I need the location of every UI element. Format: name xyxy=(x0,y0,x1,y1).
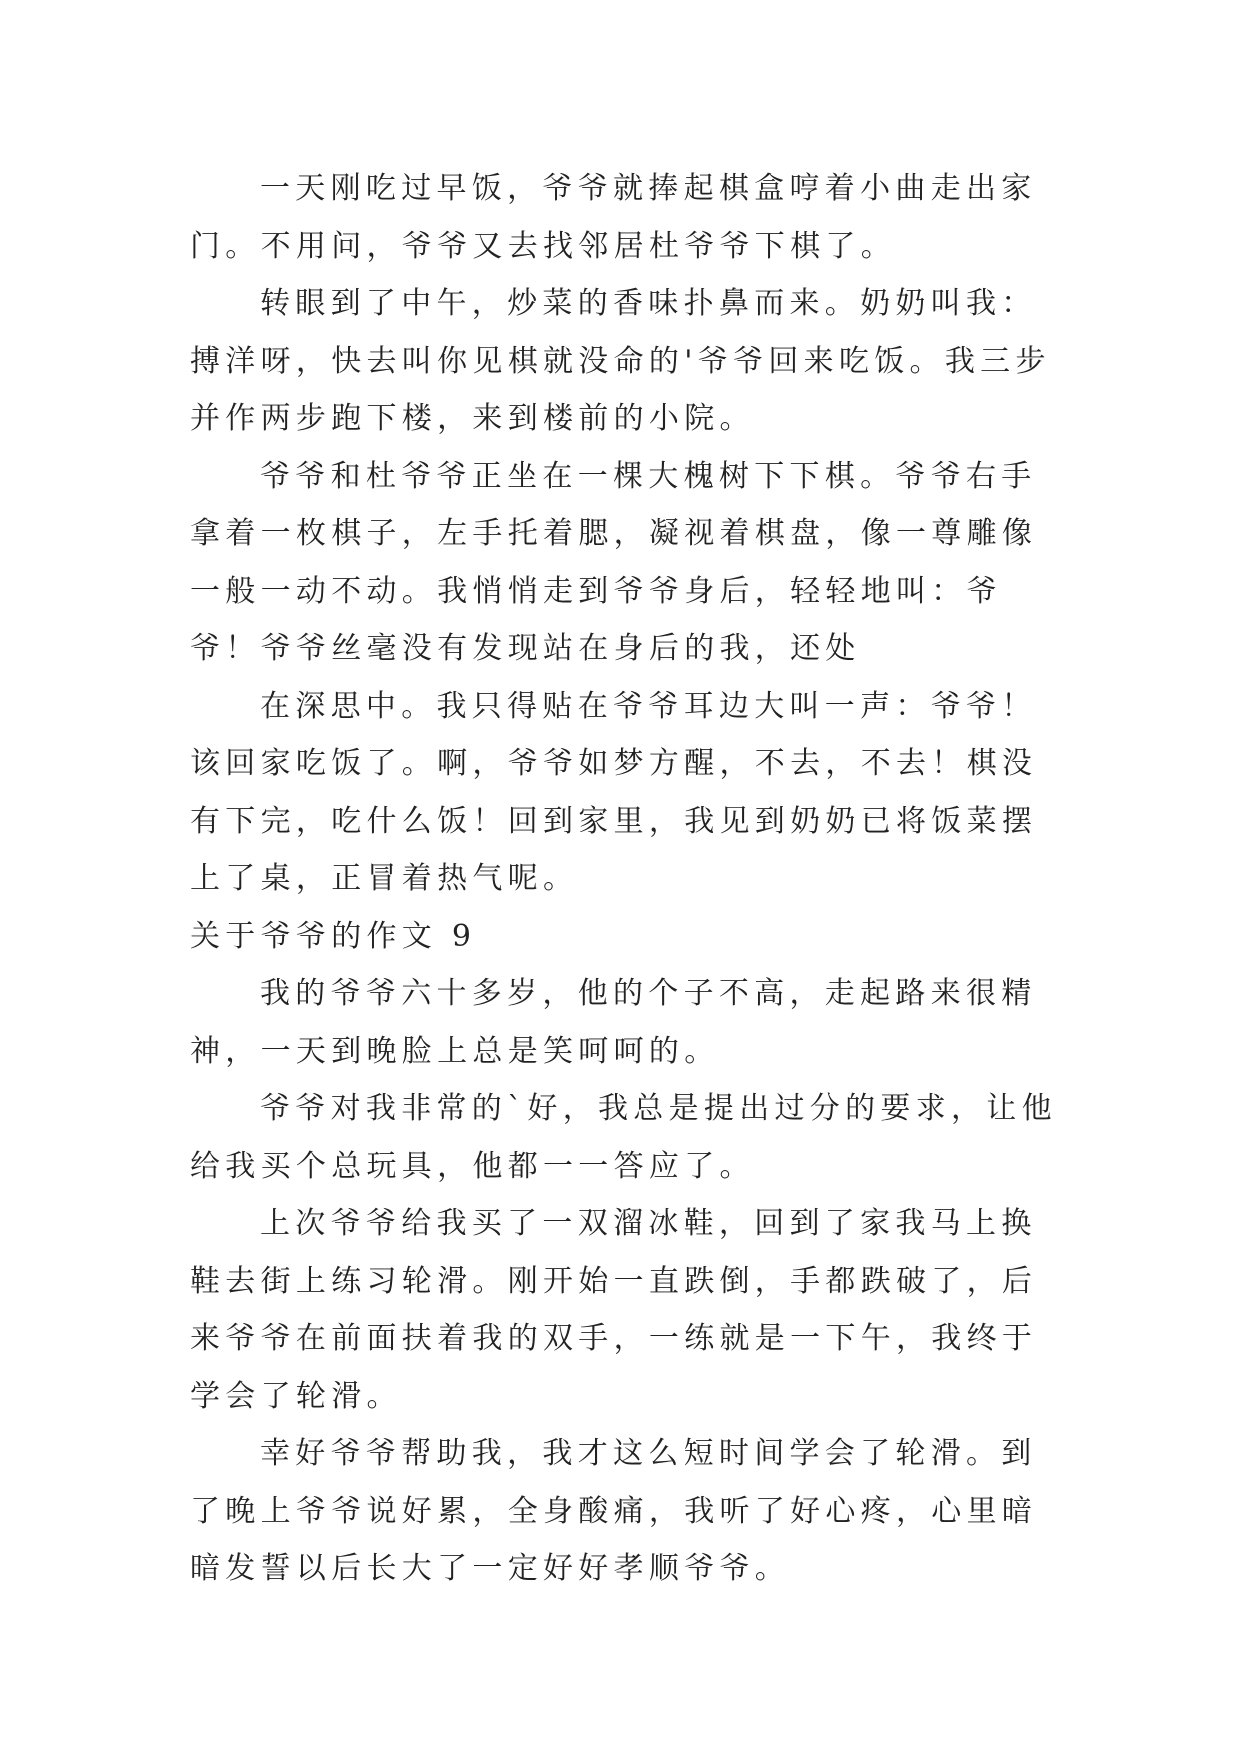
paragraph: 上次爷爷给我买了一双溜冰鞋，回到了家我马上换鞋去街上练习轮滑。刚开始一直跌倒，手都跌破了，后来爷爷在前面扶着我的双手，一练就是一下午，我终于学会了轮滑。 xyxy=(190,1206,1038,1414)
paragraph: 爷爷对我非常的`好，我总是提出过分的要求，让他给我买个总玩具，他都一一答应了。 xyxy=(190,1091,1057,1184)
paragraph: 转眼到了中午，炒菜的香味扑鼻而来。奶奶叫我：搏洋呀，快去叫你见棋就没命的'爷爷回来吃饭。我三步并作两步跑下楼，来到楼前的小院。 xyxy=(190,286,1051,436)
document-body xyxy=(190,160,1060,1598)
section-title: 关于爷爷的作文 9 xyxy=(190,918,477,954)
paragraph: 幸好爷爷帮助我，我才这么短时间学会了轮滑。到了晚上爷爷说好累，全身酸痛，我听了好心疼，心里暗暗发誓以后长大了一定好好孝顺爷爷。 xyxy=(190,1436,1038,1586)
paragraph: 爷爷和杜爷爷正坐在一棵大槐树下下棋。爷爷右手拿着一枚棋子，左手托着腮，凝视着棋盘，像一尊雕像一般一动不动。我悄悄走到爷爷身后，轻轻地叫：爷爷！爷爷丝毫没有发现站在身后的我，还处 xyxy=(190,458,1038,666)
paragraph: 在深思中。我只得贴在爷爷耳边大叫一声：爷爷！该回家吃饭了。啊，爷爷如梦方醒，不去，不去！棋没有下完，吃什么饭！回到家里，我见到奶奶已将饭菜摆上了桌，正冒着热气呢。 xyxy=(190,688,1038,896)
paragraph: 一天刚吃过早饭，爷爷就捧起棋盒哼着小曲走出家门。不用问，爷爷又去找邻居杜爷爷下棋了。 xyxy=(190,171,1037,264)
paragraph: 我的爷爷六十多岁，他的个子不高，走起路来很精神，一天到晚脸上总是笑呵呵的。 xyxy=(190,976,1037,1069)
